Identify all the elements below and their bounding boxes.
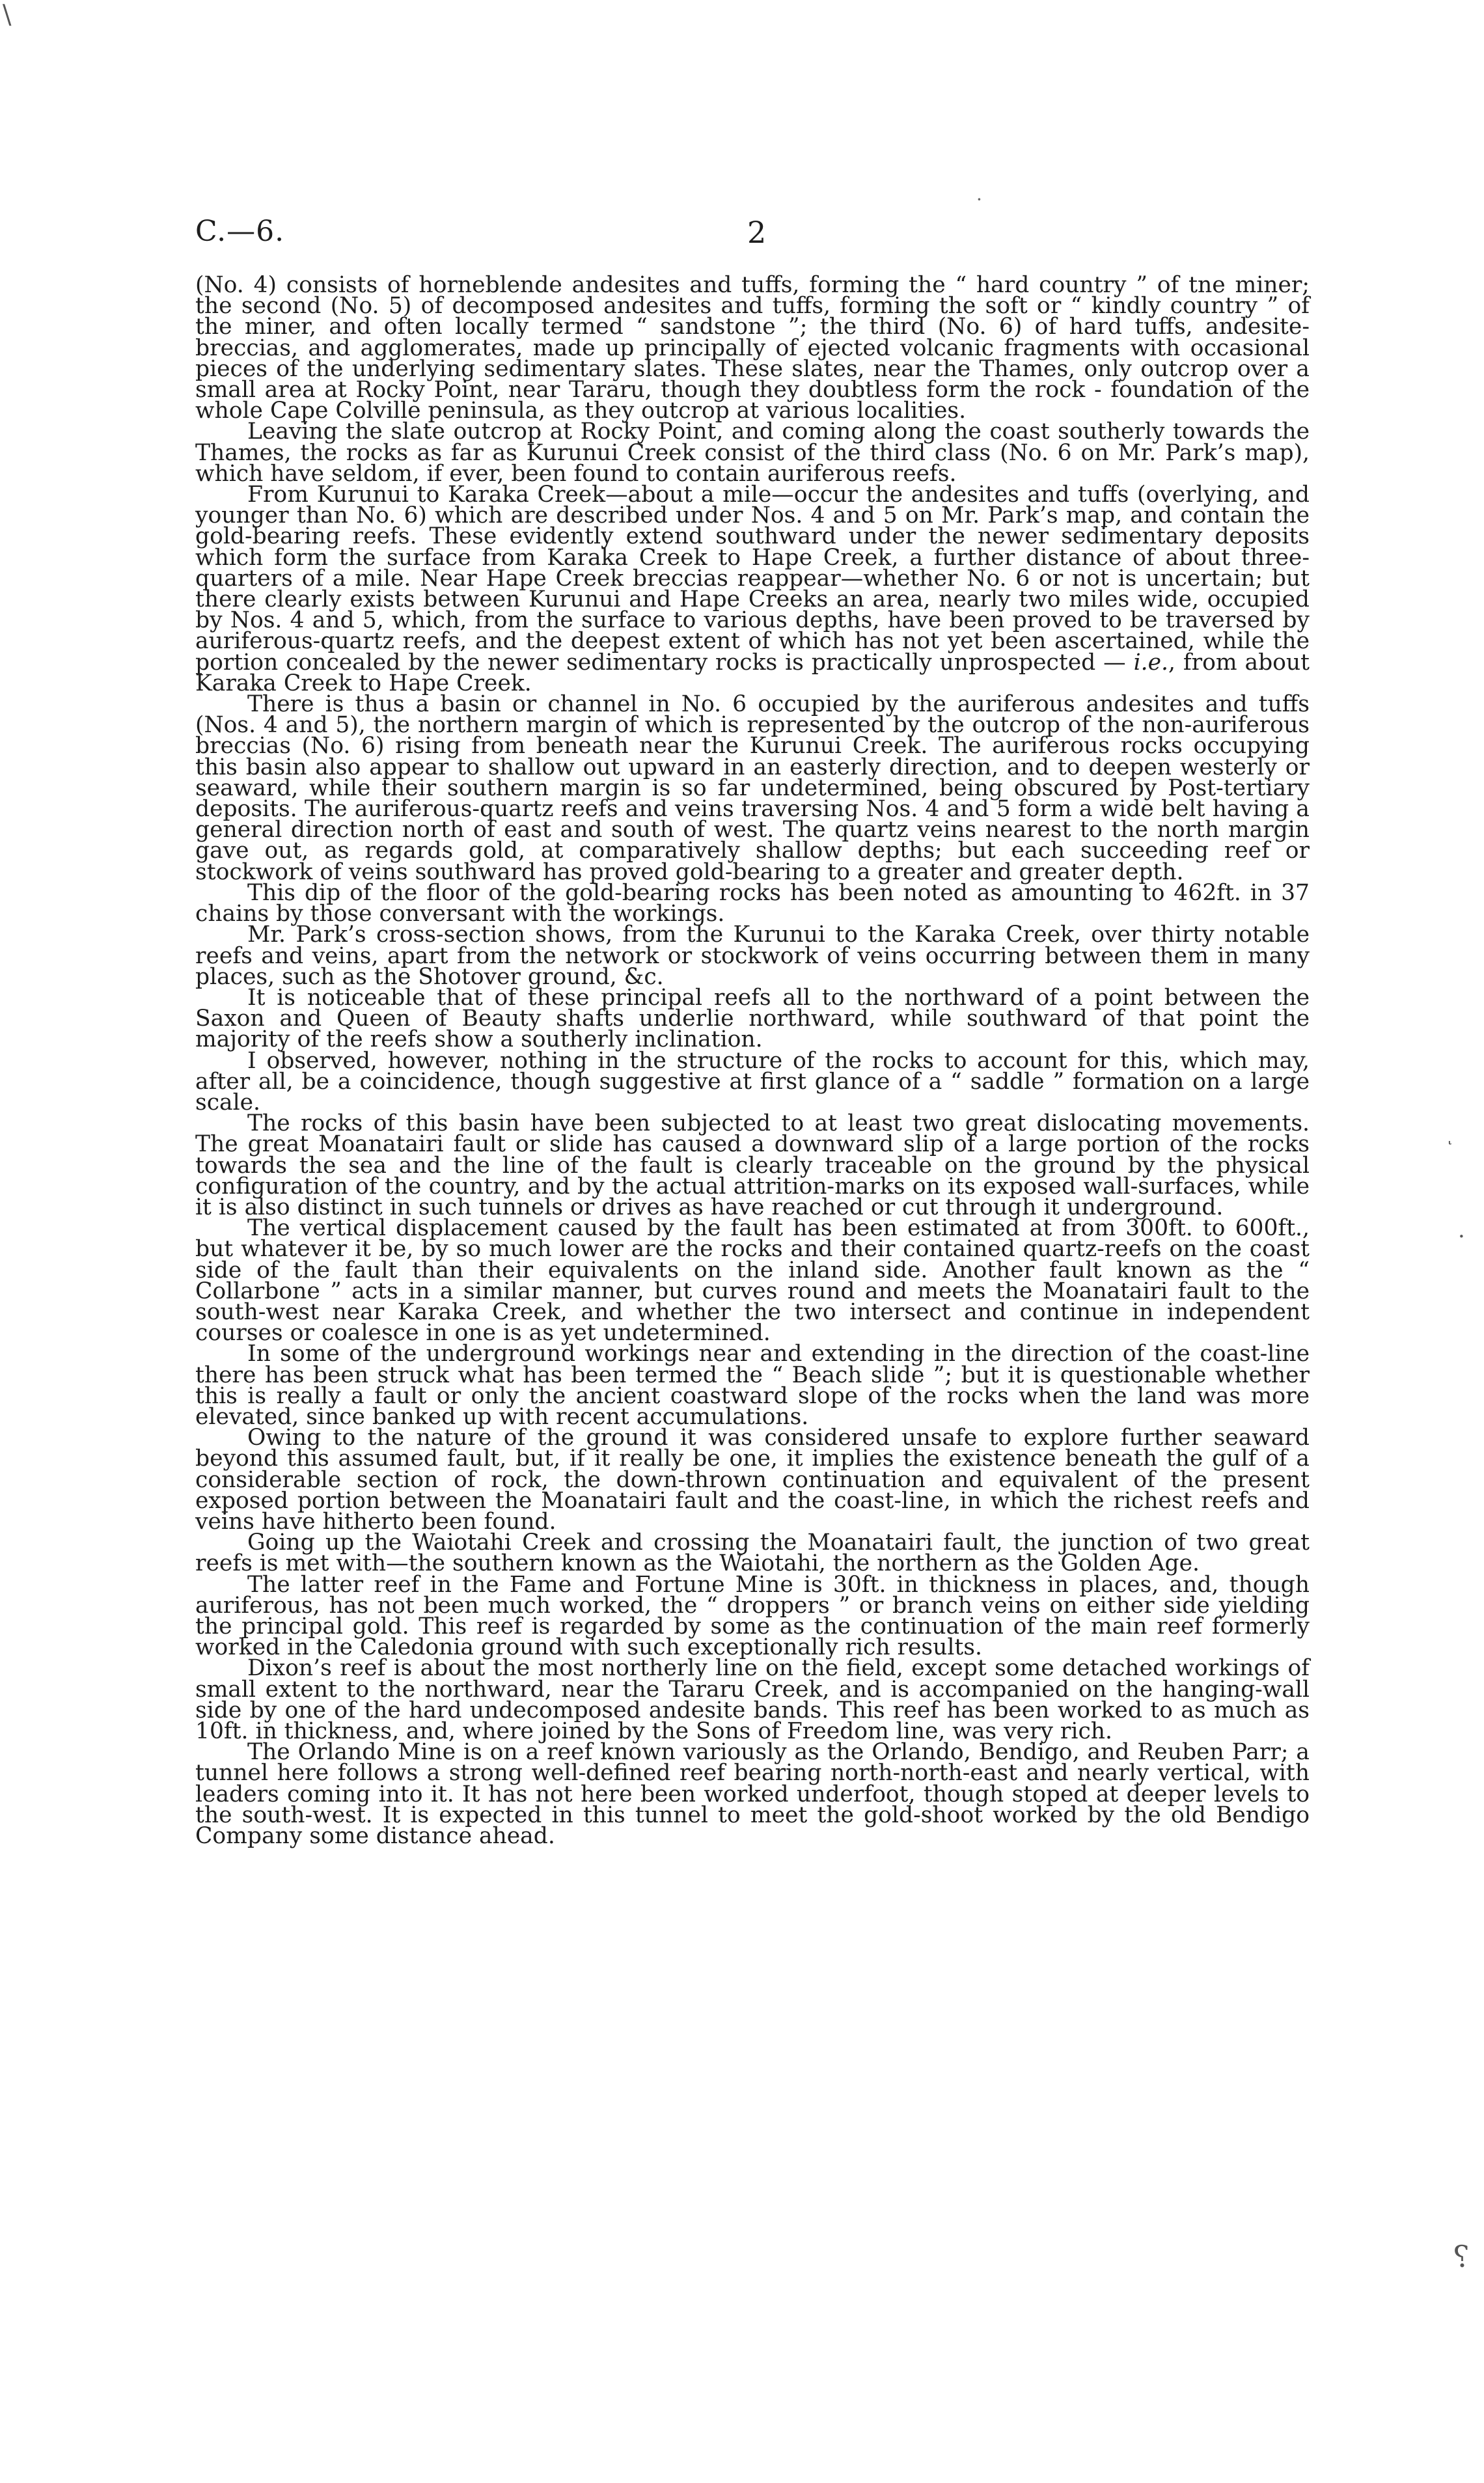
italic-abbreviation: i.e. [1133,649,1168,676]
paragraph: The Orlando Mine is on a reef known variously as the Orlando, Bendigo, and Reuben Parr; a tunnel here follows a strong well-defined reef bearing north-north-east and nearly vertical, with leaders coming into it. It has not here been worked underfoot, though stoped at deeper levels to the south-west. It is expected in this tunnel to meet the gold-shoot worked by the old Bendigo Company some distance ahead. [195,1739,1310,1850]
margin-scratch-mark: ⸮ [1453,2239,1469,2274]
paragraph: The latter reef in the Fame and Fortune Mine is 30ft. in thickness in places, and, though auriferous, has not been much worked, the “ droppers ” or branch veins on either side yielding the principal gold. This reef is regarded by some as the continuation of the main reef formerly worked in the Caledonia ground with such exceptionally rich results. [195,1571,1310,1661]
margin-tick-mark: \ [3,0,12,30]
paragraph: Going up the Waiotahi Creek and crossing the Moanatairi fault, the junction of two great reefs is met with—the southern known as the Waiotahi, the northern as the Golden Age. [195,1530,1310,1577]
body-text [195,272,1310,1850]
paragraph-text: From Kurunui to Karaka Creek—about a mile—occur the andesites and tuffs (overlying, and younger than No. 6) which are described under Nos. 4 and 5 on Mr. Park’s map, and contain the gold-bearing reefs. These evidently extend southward under the newer sedimentary deposits which form the surface from Karaka Creek to Hape Creek, a further distance of about three-quarters of a mile. Near Hape Creek breccias reappear—whether No. 6 or not is uncertain; but there clearly exists between Kurunui and Hape Creeks an area, nearly two miles wide, occupied by Nos. 4 and 5, which, from the surface to various depths, have been proved to be traversed by auriferous-quartz reefs, and the deepest extent of which has not yet been ascertained, while the portion concealed by the newer sedimentary rocks is practically unprospected [195,482,1310,676]
paragraph: In some of the underground workings near and extending in the direction of the coast-line there has been struck what has been termed the “ Beach slide ”; but it is questionable whether this is really a fault or only the ancient coastward slope of the rocks when the land was more elevated, since banked up with recent accumulations. [195,1341,1310,1430]
paragraph: It is noticeable that of these principal reefs all to the northward of a point between the Saxon and Queen of Beauty shafts underlie northward, while southward of that point the majority of the reefs show a southerly inclination. [195,984,1310,1053]
paragraph: I observed, however, nothing in the structure of the rocks to account for this, which may, after all, be a coincidence, though suggestive at first glance of a “ saddle ” formation on a large scale. [195,1047,1310,1116]
paragraph: Dixon’s reef is about the most northerly line on the field, except some detached workings of small extent to the northward, near the Tararu Creek, and is accompanied on the hanging-wall side by one of the hard undecomposed andesite bands. This reef has been worked to as much as 10ft. in thickness, and, where joined by the Sons of Freedom line, was very rich. [195,1655,1310,1745]
paragraph: This dip of the floor of the gold-bearing rocks has been noted as amounting to 462ft. in 37 chains by those conversant with the workings. [195,879,1310,927]
paragraph [195,484,1310,694]
paragraph: The vertical displacement caused by the fault has been estimated at from 300ft. to 600ft., but whatever it be, by so much lower are the rocks and their contained quartz-reefs on the coast side of the fault than their equivalents on the inland side. Another fault known as the “ Collarbone ” acts in a similar manner, but curves round and meets the Moanatairi fault to the south-west near Karaka Creek, and whether the two intersect and continue in independent courses or coalesce in one is as yet undetermined. [195,1215,1310,1347]
paragraph-tail: , from about Karaka Creek to Hape Creek. [195,649,1310,696]
document-reference: C.—6. [195,215,285,248]
paragraph: Leaving the slate outcrop at Rocky Point, and coming along the coast southerly towards the Thames, the rocks as far as Kurunui Creek consist of the third class (No. 6 on Mr. Park’s map), which have seldom, if ever, been found to contain auriferous reefs. [195,418,1310,487]
stray-dot-mark: · [976,189,982,210]
paragraph: Owing to the nature of the ground it was considered unsafe to explore further seaward beyond this assumed fault, but, if it really be one, it implies the existence beneath the gulf of a considerable section of rock, the down-thrown continuation and equivalent of the present exposed portion between the Moanatairi fault and the coast-line, in which the richest reefs and veins have hitherto been found. [195,1425,1310,1535]
page-header [195,215,1302,267]
page-number: 2 [747,215,767,250]
paragraph: (No. 4) consists of horneblende andesites and tuffs, forming the “ hard country ” of tne miner; the second (No. 5) of decomposed andesites and tuffs, forming the soft or “ kindly country ” of the miner, and often locally termed “ sandstone ”; the third (No. 6) of hard tuffs, andesite-breccias, and agglomerates, made up principally of ejected volcanic fragments with occasional pieces of the underlying sedimentary slates. These slates, near the Thames, only outcrop over a small area at Rocky Point, near Tararu, though they doubtless form the rock - foundation of the whole Cape Colville peninsula, as they outcrop at various localities. [195,272,1310,424]
paragraph: There is thus a basin or channel in No. 6 occupied by the auriferous andesites and tuffs (Nos. 4 and 5), the northern margin of which is represented by the outcrop of the non-auriferous breccias (No. 6) rising from beneath near the Kurunui Creek. The auriferous rocks occupying this basin also appear to shallow out upward in an easterly direction, and to deepen westerly or seaward, while their southern margin is so far undetermined, being obscured by Post-tertiary deposits. The auriferous-quartz reefs and veins traversing Nos. 4 and 5 form a wide belt having a general direction north of east and south of west. The quartz veins nearest to the north margin gave out, as regards gold, at comparatively shallow depths; but each succeeding reef or stockwork of veins southward has proved gold-bearing to a greater and greater depth. [195,691,1310,885]
paragraph: Mr. Park’s cross-section shows, from the Kurunui to the Karaka Creek, over thirty notable reefs and veins, apart from the network or stockwork of veins occurring between them in many places, such as the Shotover ground, &c. [195,922,1310,990]
paragraph: The rocks of this basin have been subjected to at least two great dislocating movements. The great Moanatairi fault or slide has caused a downward slip of a large portion of the rocks towards the sea and the line of the fault is clearly traceable on the ground by the physical configuration of the country, and by the actual attrition-marks on its exposed wall-surfaces, while it is also distinct in such tunnels or drives as have reached or cut through it underground. [195,1110,1310,1220]
margin-scratch-mark: · [1458,1224,1465,1250]
dash: — [1095,649,1134,676]
